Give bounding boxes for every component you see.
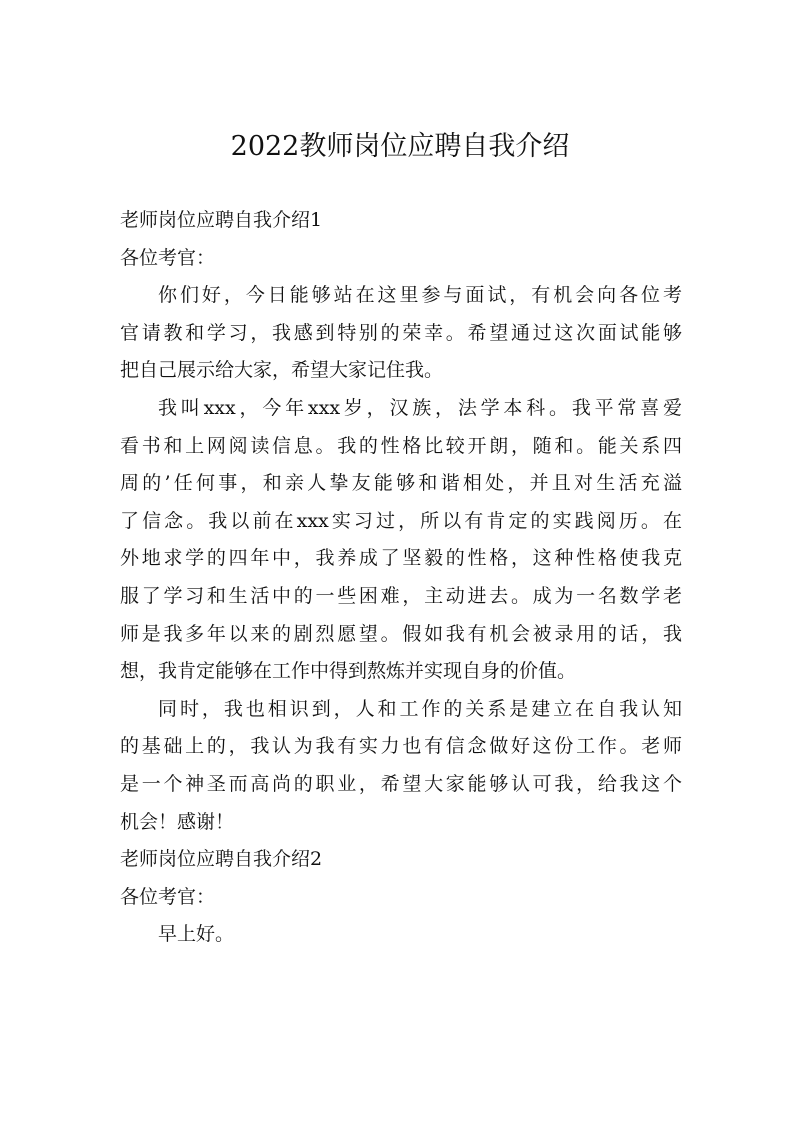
text-line: 师是我多年以来的剧烈愿望。假如我有机会被录用的话，我 <box>120 622 682 645</box>
text-line: 各位考官： <box>120 246 216 269</box>
text-line: 各位考官： <box>120 885 216 908</box>
text-line: 外地求学的四年中，我养成了坚毅的性格，这种性格使我克 <box>120 547 682 570</box>
text-line: 机会！感谢！ <box>120 810 235 833</box>
text-line: 老师岗位应聘自我介绍2 <box>120 848 323 871</box>
text-line: 官请教和学习，我感到特别的荣幸。希望通过这次面试能够 <box>120 321 682 344</box>
text-line: 看书和上网阅读信息。我的性格比较开朗，随和。能关系四 <box>120 434 682 457</box>
text-line: 你们好，今日能够站在这里参与面试，有机会向各位考 <box>158 284 682 307</box>
text-line: 了信念。我以前在xxx实习过，所以有肯定的实践阅历。在 <box>120 509 682 532</box>
text-line: 的基础上的，我认为我有实力也有信念做好这份工作。老师 <box>120 735 682 758</box>
text-line: 周的’任何事，和亲人挚友能够和谐相处，并且对生活充溢 <box>120 472 682 495</box>
text-line: 想，我肯定能够在工作中得到熬炼并实现自身的价值。 <box>120 660 577 683</box>
text-line: 我叫xxx，今年xxx岁，汉族，法学本科。我平常喜爱 <box>158 396 682 419</box>
text-line: 服了学习和生活中的一些困难，主动进去。成为一名数学老 <box>120 584 682 607</box>
text-line: 同时，我也相识到，人和工作的关系是建立在自我认知 <box>158 697 682 720</box>
text-line: 是一个神圣而高尚的职业，希望大家能够认可我，给我这个 <box>120 772 682 795</box>
document-body <box>120 202 682 954</box>
text-line: 把自己展示给大家，希望大家记住我。 <box>120 359 444 382</box>
document-title: 2022教师岗位应聘自我介绍 <box>230 131 570 162</box>
text-line: 早上好。 <box>158 923 235 946</box>
text-line: 老师岗位应聘自我介绍1 <box>120 209 323 231</box>
